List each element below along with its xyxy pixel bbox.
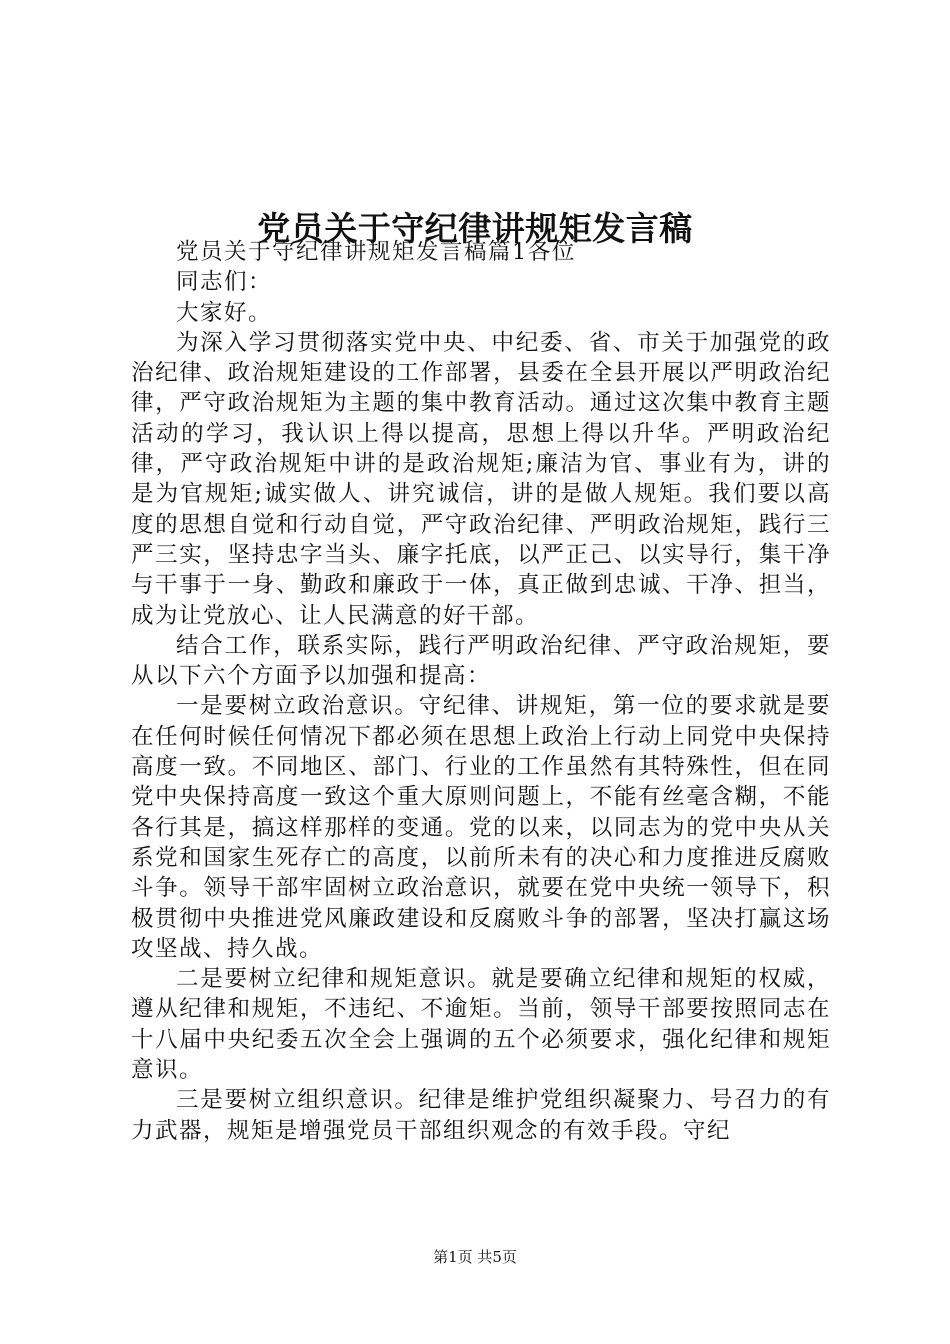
paragraph: 结合工作，联系实际，践行严明政治纪律、严守政治规矩，要从以下六个方面予以加强和提高： xyxy=(131,632,831,690)
paragraph: 二是要树立纪律和规矩意识。就是要确立纪律和规矩的权威，遵从纪律和规矩，不违纪、不逾矩。当前，领导干部要按照同志在十八届中央纪委五次全会上强调的五个必须要求，强化纪律和规矩意识。 xyxy=(131,966,831,1084)
page-footer: 第1页 共5页 xyxy=(433,1248,517,1266)
paragraph: 党员关于守纪律讲规矩发言稿篇1各位 xyxy=(176,239,576,265)
paragraph: 为深入学习贯彻落实党中央、中纪委、省、市关于加强党的政治纪律、政治规矩建设的工作部署，县委在全县开展以严明政治纪律，严守政治规矩为主题的集中教育活动。通过这次集中教育主题活动的学习，我认识上得以提高，思想上得以升华。严明政治纪律，严守政治规矩中讲的是政治规矩;廉洁为官、事业有为，讲的是为官规矩;诚实做人、讲究诚信，讲的是做人规矩。我们要以高度的思想自觉和行动自觉，严守政治纪律、严明政治规矩，践行三严三实，坚持忠字当头、廉字托底，以严正己、以实导行，集干净与干事于一身、勤政和廉政于一体，真正做到忠诚、干净、担当，成为让党放心、让人民满意的好干部。 xyxy=(131,329,831,629)
paragraph: 大家好。 xyxy=(176,299,273,326)
paragraph: 一是要树立政治意识。守纪律、讲规矩，第一位的要求就是要在任何时候任何情况下都必须在思想上政治上行动上同党中央保持高度一致。不同地区、部门、行业的工作虽然有其特殊性，但在同党中央保持高度一致这个重大原则问题上，不能有丝毫含糊，不能各行其是，搞这样那样的变通。党的以来，以同志为的党中央从关系党和国家生死存亡的高度，以前所未有的决心和力度推进反腐败斗争。领导干部牢固树立政治意识，就要在党中央统一领导下，积极贯彻中央推进党风廉政建设和反腐败斗争的部署，坚决打赢这场攻坚战、持久战。 xyxy=(131,693,831,962)
document-title: 党员关于守纪律讲规矩发言稿 xyxy=(257,209,693,249)
paragraph: 同志们： xyxy=(176,269,273,296)
document-body xyxy=(131,237,831,1146)
paragraph: 三是要树立组织意识。纪律是维护党组织凝聚力、号召力的有力武器，规矩是增强党员干部组织观念的有效手段。守纪 xyxy=(131,1087,831,1144)
